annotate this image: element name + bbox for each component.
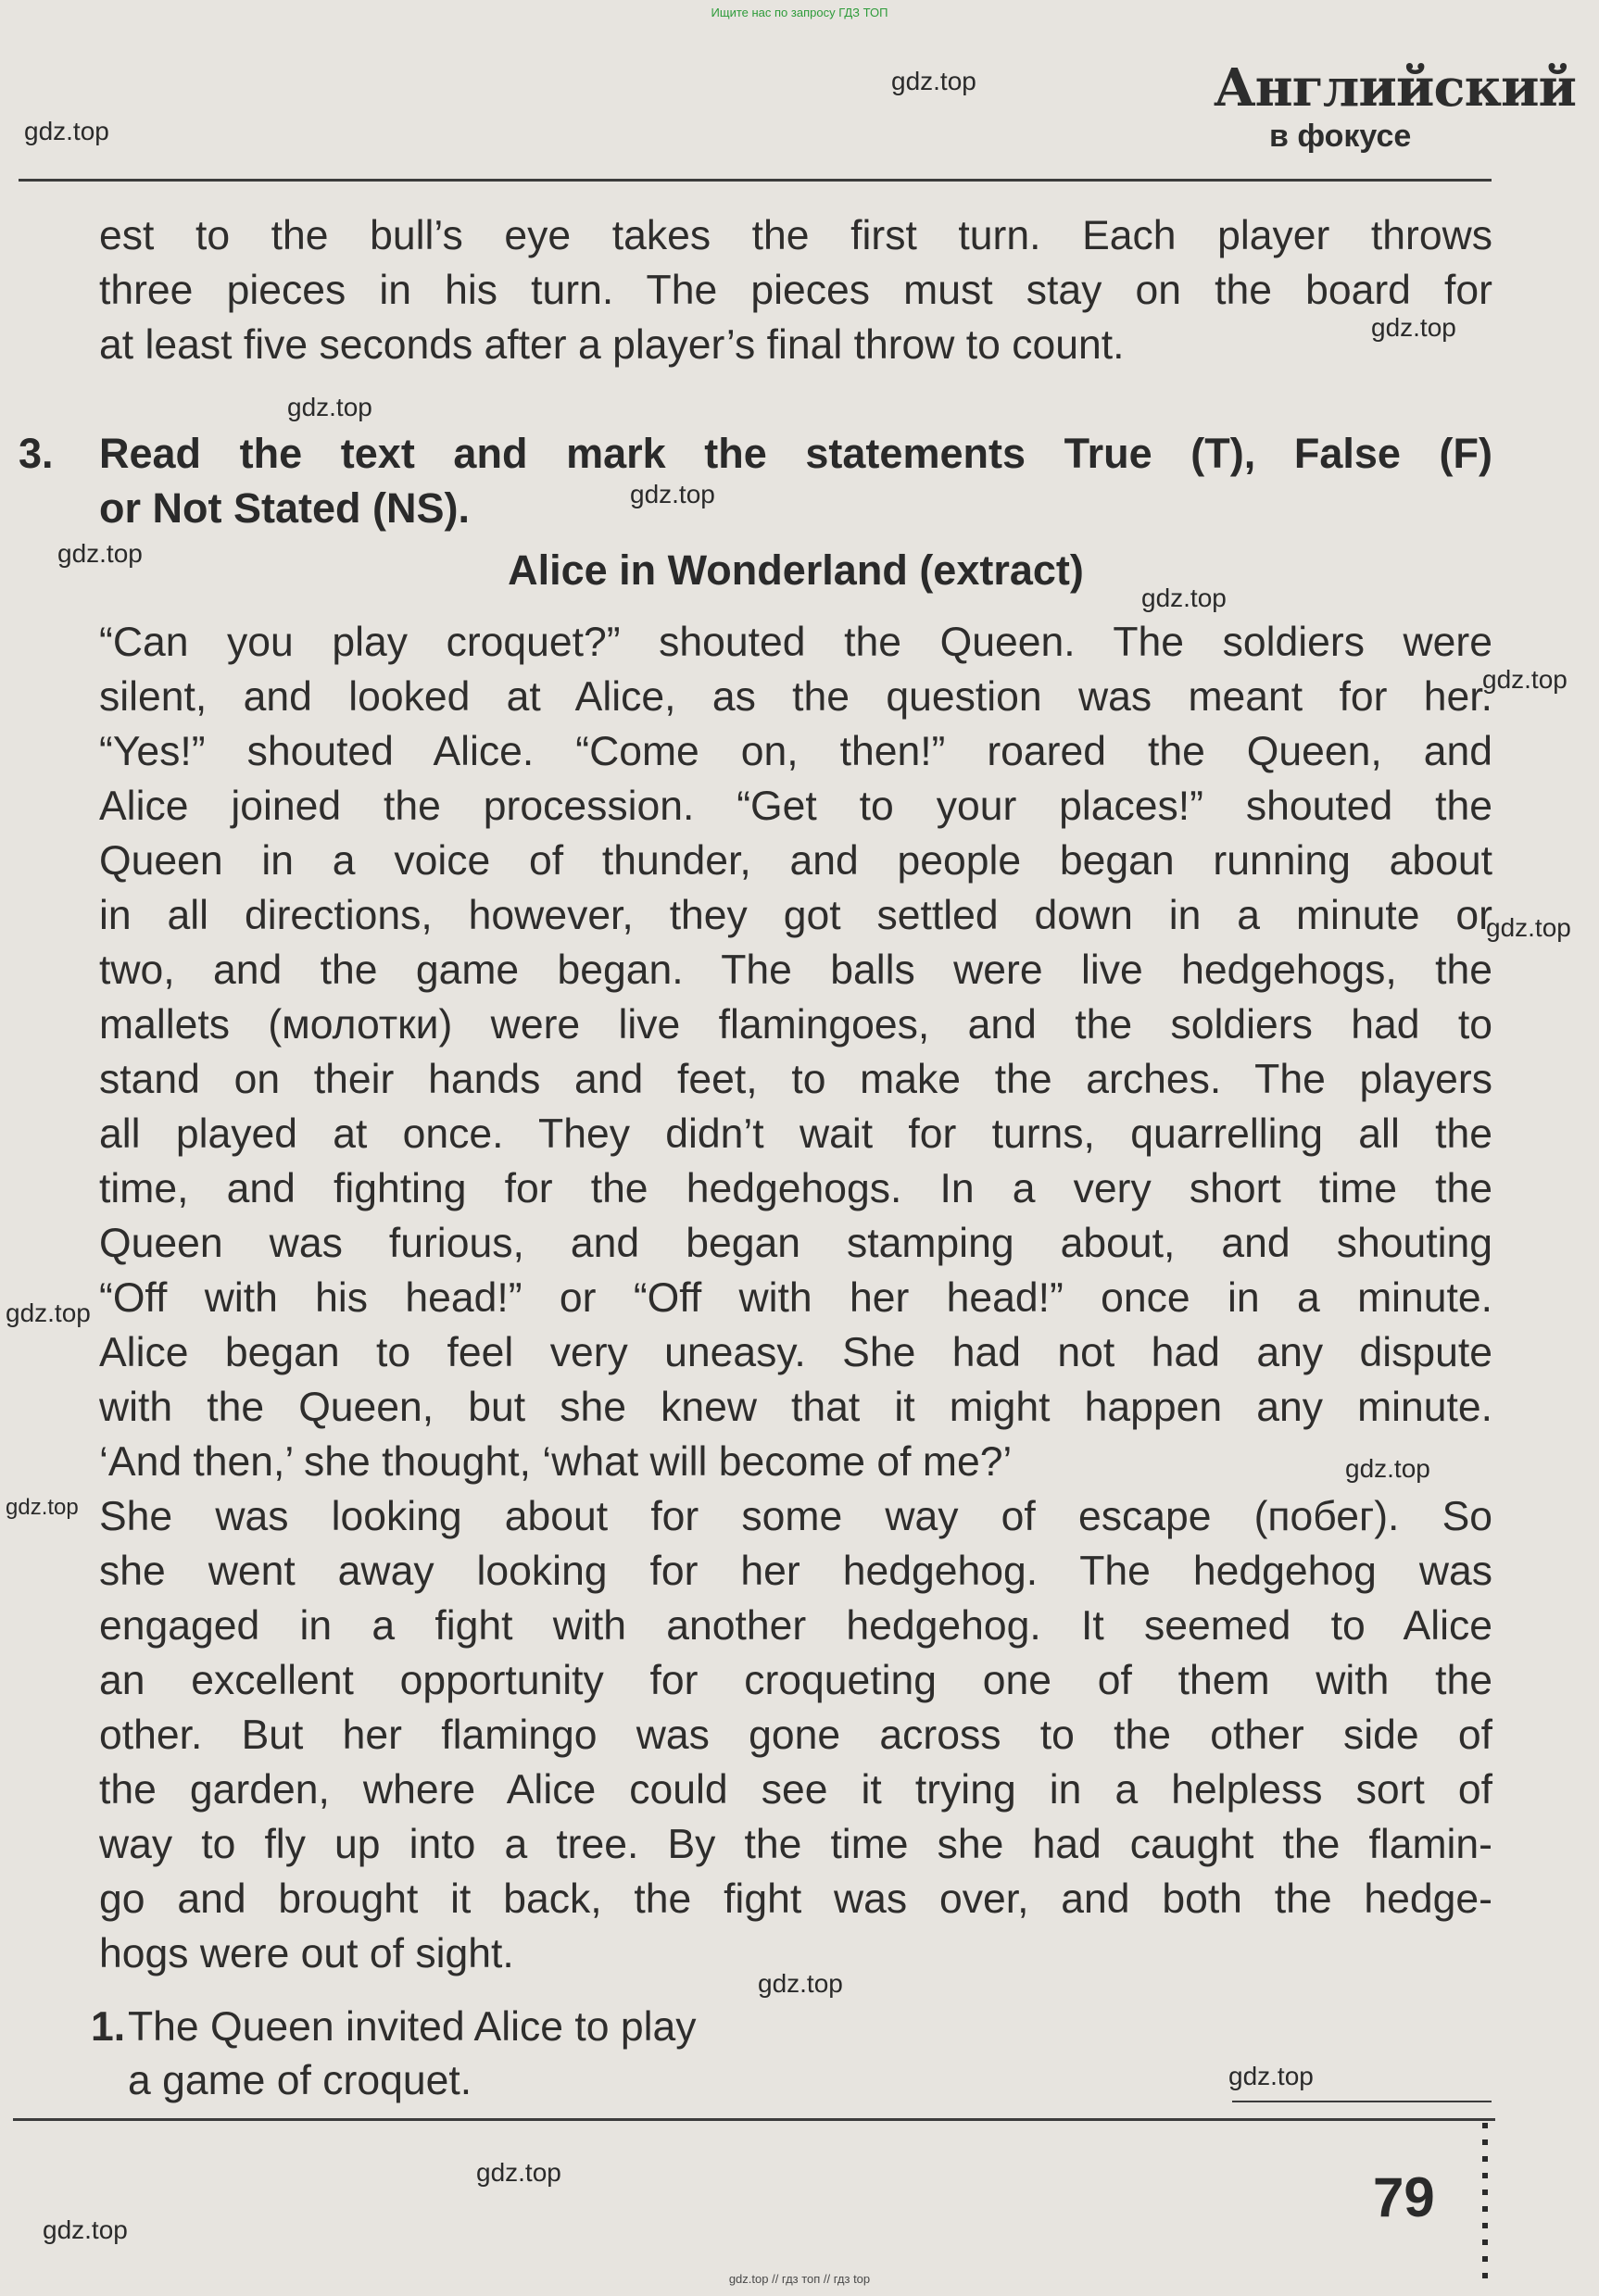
text-line: “Yes!” shouted Alice. “Come on, then!” roared the Queen, and [99,729,1492,774]
text-line: mallets (молотки) were live flamingoes, and the soldiers had to [99,1002,1492,1048]
text-line: three pieces in his turn. The pieces must stay on the board for [99,268,1492,313]
watermark: gdz.top [758,1969,843,1998]
text-line: Alice began to feel very uneasy. She had not had any dispute [99,1330,1492,1375]
text-title: Alice in Wonderland (extract) [508,546,1084,594]
watermark: gdz.top [1371,313,1456,342]
text-line: “Off with his head!” or “Off with her head!” once in a minute. [99,1275,1492,1321]
watermark: gdz.top [6,1495,79,1520]
text-line: engaged in a fight with another hedgehog. It seemed to Alice [99,1603,1492,1649]
watermark: gdz.top [24,117,109,145]
text-line: way to fly up into a tree. By the time she had caught the flamin- [99,1822,1492,1867]
text-line: go and brought it back, the fight was over, and both the hedge- [99,1876,1492,1922]
watermark: gdz.top [287,393,372,421]
watermark: gdz.top [1345,1454,1430,1483]
watermark: gdz.top [1141,583,1227,612]
text-line: with the Queen, but she knew that it might happen any minute. [99,1385,1492,1430]
statement-item [91,2001,697,2108]
statement-line: The Queen invited Alice to play [128,2004,697,2050]
task-line: Read the text and mark the statements True (T), False (F) [99,430,1492,477]
story-body [99,615,1492,1981]
task-instruction [99,426,1492,535]
text-line: time, and fighting for the hedgehogs. In a very short time the [99,1166,1492,1211]
task-line: or Not Stated (NS). [99,484,470,532]
text-line: other. But her flamingo was gone across to the other side of [99,1713,1492,1758]
text-line: “Can you play croquet?” shouted the Queen. The soldiers were [99,620,1492,665]
text-line: hogs were out of sight. [99,1931,514,1976]
text-line: she went away looking for her hedgehog. The hedgehog was [99,1549,1492,1594]
statement-line: a game of croquet. [128,2058,472,2103]
logo-title: Английский [1214,57,1577,119]
answer-rule [1232,2101,1492,2102]
watermark: gdz.top [43,2215,128,2244]
dotted-edge [1482,2123,1488,2280]
text-line: the garden, where Alice could see it trying in a helpless sort of [99,1767,1492,1813]
watermark: gdz.top [1482,665,1568,694]
watermark: gdz.top [1228,2062,1314,2090]
text-line: Queen was furious, and began stamping about, and shouting [99,1221,1492,1266]
logo-subtitle: в фокусе [1269,119,1412,154]
watermark: gdz.top [891,67,976,95]
text-line: She was looking about for some way of escape (побег). So [99,1494,1492,1539]
watermark: gdz.top [476,2158,561,2187]
text-line: Alice joined the procession. “Get to your places!” shouted the [99,784,1492,829]
text-line: stand on their hands and feet, to make the arches. The players [99,1057,1492,1102]
bottom-banner: gdz.top // гдз топ // гдз top [728,2272,871,2286]
watermark: gdz.top [630,480,715,508]
text-line: at least five seconds after a player’s final throw to count. [99,322,1125,368]
book-logo [1214,57,1577,164]
text-line: est to the bull’s eye takes the first turn. Each player throws [99,213,1492,258]
top-paragraph [99,208,1492,372]
text-line: silent, and looked at Alice, as the question was meant for her. [99,674,1492,720]
watermark: gdz.top [6,1299,91,1327]
task-number: 3. [19,430,54,477]
text-line: in all directions, however, they got settled down in a minute or [99,893,1492,938]
text-line: an excellent opportunity for croqueting one of them with the [99,1658,1492,1703]
watermark: gdz.top [1486,913,1571,942]
statement-number: 1. [91,2004,126,2050]
text-line: Queen in a voice of thunder, and people began running about [99,838,1492,884]
page-number: 79 [1373,2166,1435,2228]
watermark: gdz.top [57,539,143,568]
text-line: all played at once. They didn’t wait for turns, quarrelling all the [99,1111,1492,1157]
text-line: two, and the game began. The balls were live hedgehogs, the [99,947,1492,993]
text-line: ‘And then,’ she thought, ‘what will become of me?’ [99,1439,1013,1485]
footer-rule [13,2118,1495,2121]
top-banner: Ищите нас по запросу ГДЗ ТОП [711,6,888,19]
header-rule [19,179,1492,182]
